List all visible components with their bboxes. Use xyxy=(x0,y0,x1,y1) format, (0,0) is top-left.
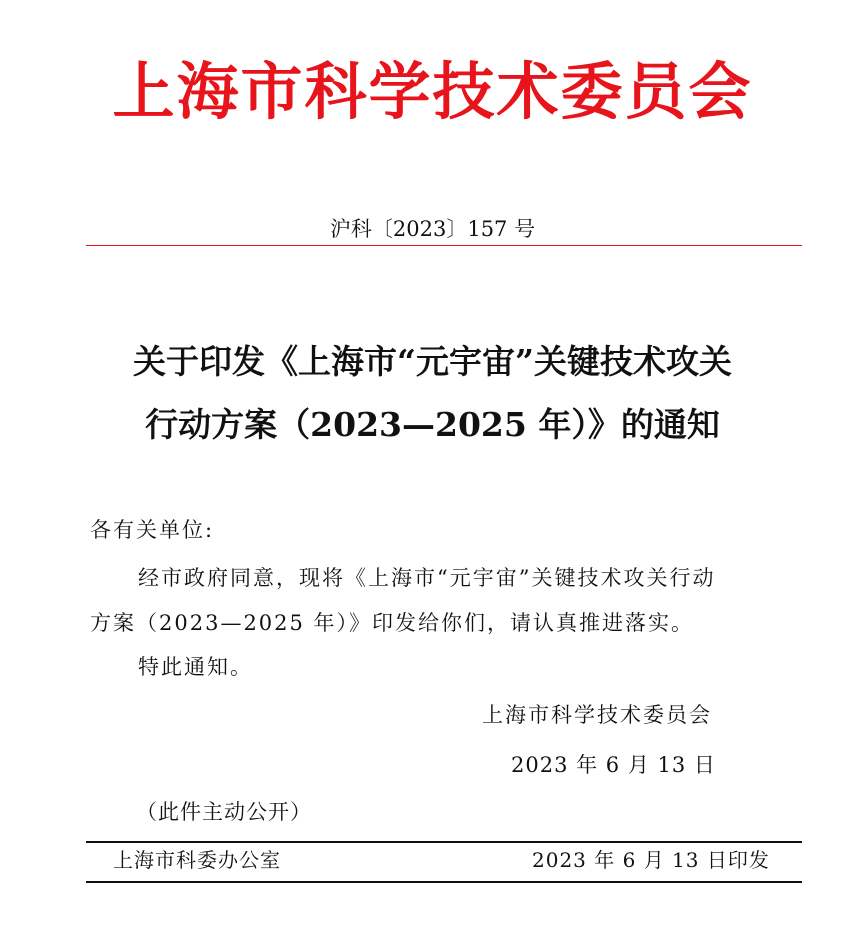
body-paragraph-line-1: 经市政府同意，现将《上海市“元宇宙”关键技术攻关行动 xyxy=(138,566,716,590)
signature-organization: 上海市科学技术委员会 xyxy=(482,703,712,727)
red-divider-line xyxy=(86,245,802,246)
footer-issuer: 上海市科委办公室 xyxy=(113,848,281,872)
closing-remark: 特此通知。 xyxy=(138,655,253,679)
public-disclosure-note: （此件主动公开） xyxy=(136,800,312,824)
addressee: 各有关单位: xyxy=(90,518,215,542)
body-paragraph-line-2: 方案（2023—2025 年）》印发给你们，请认真推进落实。 xyxy=(90,611,695,635)
document-title-line-1: 关于印发《上海市“元宇宙”关键技术攻关 xyxy=(133,342,732,381)
signature-date: 2023 年 6 月 13 日 xyxy=(511,753,716,777)
footer-bottom-rule xyxy=(86,881,802,883)
masthead-title: 上海市科学技术委员会 xyxy=(112,55,753,128)
document-title-line-2: 行动方案（2023—2025 年）》的通知 xyxy=(145,405,720,444)
document-number: 沪科〔2023〕157 号 xyxy=(329,217,536,241)
footer-top-rule xyxy=(86,841,802,843)
footer-issue-date: 2023 年 6 月 13 日印发 xyxy=(532,848,770,872)
